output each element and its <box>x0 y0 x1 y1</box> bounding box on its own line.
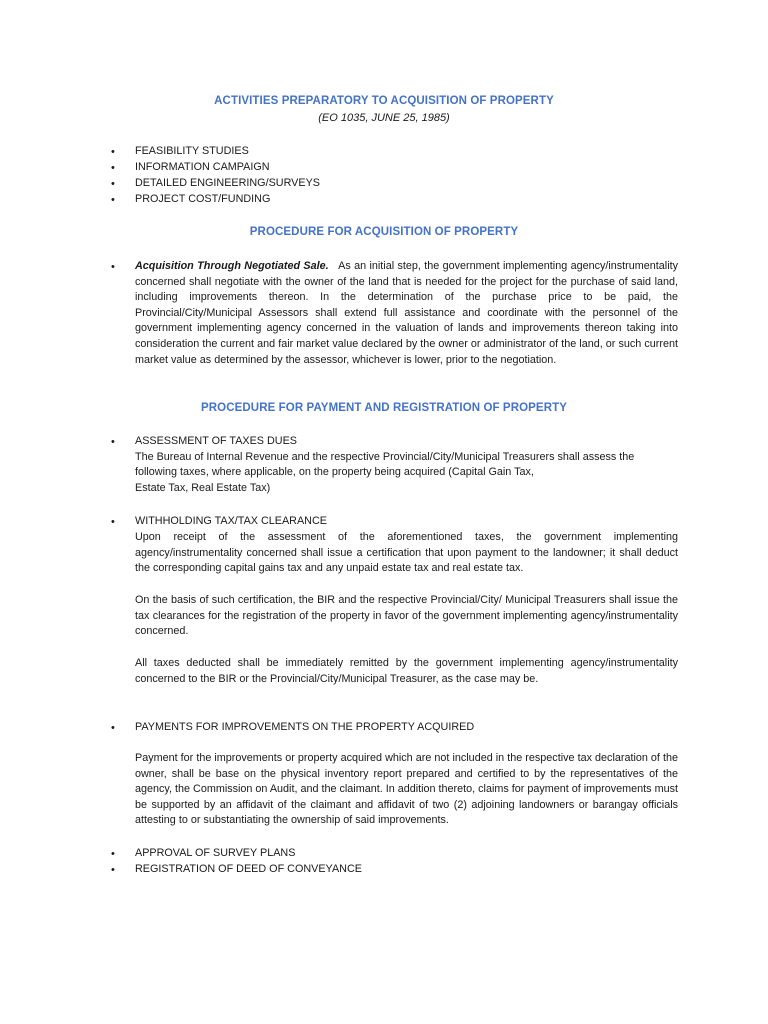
list-item: APPROVAL OF SURVEY PLANS <box>135 847 296 859</box>
bullet-icon: • <box>111 194 115 206</box>
assessment-label: ASSESSMENT OF TAXES DUES <box>135 435 297 447</box>
negotiated-sale-paragraph <box>135 259 678 368</box>
bullet-icon: • <box>111 162 115 174</box>
page-title: ACTIVITIES PREPARATORY TO ACQUISITION OF PROPERTY <box>214 95 554 107</box>
improvements-label: PAYMENTS FOR IMPROVEMENTS ON THE PROPERTY ACQUIRED <box>135 721 475 733</box>
bullet-icon: • <box>111 864 115 876</box>
assessment-body-line: Estate Tax, Real Estate Tax) <box>135 481 271 494</box>
bullet-icon: • <box>111 722 115 734</box>
assessment-block <box>135 434 678 496</box>
improvements-paragraph: Payment for the improvements or property acquired which are not included in the respective tax declaration of the owner, shall be base on the physical inventory report prepared and certified to by the representatives of the agency, the Commission on Audit, and the claimant. In addition thereto, claims for payment of improvements must be supported by an affidavit of the claimant and affidavit of two (2) adjoining landowners or barangay officials attesting to or substantiating the ownership of said improvements. <box>135 752 678 827</box>
withholding-paragraph-2: On the basis of such certification, the BIR and the respective Provincial/City/ Municipal Treasurers shall issue the tax clearances for the registration of the property in favor of the government implementing agency/instrumentality concerned. <box>135 594 678 638</box>
list-item: INFORMATION CAMPAIGN <box>135 161 270 173</box>
list-item: FEASIBILITY STUDIES <box>135 145 249 157</box>
bullet-icon: • <box>111 848 115 860</box>
withholding-paragraph-3: All taxes deducted shall be immediately remitted by the government implementing agency/instrumentality concerned to the BIR or the Provincial/City/Municipal Treasurer, as the case may be. <box>135 657 678 685</box>
withholding-paragraph-1: Upon receipt of the assessment of the aforementioned taxes, the government implementing agency/instrumentality concerned shall issue a certification that upon payment to the landowner; it shall deduct the corresponding capital gains tax and any unpaid estate tax and real estate tax. <box>135 531 678 575</box>
bullet-icon: • <box>111 436 115 448</box>
list-item: DETAILED ENGINEERING/SURVEYS <box>135 177 320 189</box>
list-item: PROJECT COST/FUNDING <box>135 193 271 205</box>
negotiated-sale-lead: Acquisition Through Negotiated Sale. <box>135 260 329 272</box>
assessment-body-line: The Bureau of Internal Revenue and the respective Provincial/City/Municipal Treasurers shall assess the <box>135 450 635 463</box>
bullet-icon: • <box>111 261 115 273</box>
bullet-icon: • <box>111 516 115 528</box>
section-heading-payment: PROCEDURE FOR PAYMENT AND REGISTRATION OF PROPERTY <box>201 402 567 414</box>
list-item: REGISTRATION OF DEED OF CONVEYANCE <box>135 863 362 875</box>
withholding-label: WITHHOLDING TAX/TAX CLEARANCE <box>135 515 327 527</box>
page-subtitle: (EO 1035, JUNE 25, 1985) <box>318 112 450 124</box>
bullet-icon: • <box>111 178 115 190</box>
section-heading-acquisition: PROCEDURE FOR ACQUISITION OF PROPERTY <box>249 226 519 238</box>
negotiated-sale-body: As an initial step, the government implementing agency/instrumentality concerned shall negotiate with the owner of the land that is needed for the project for the purchase of said land, including improvements thereon. In the determination of the purchase price to be paid, the Provincial/City/Municipal Assessors shall extend full assistance and coordinate with the personnel of the government implementing agency concerned in the valuation of lands and improvements thereon taking into consideration the current and fair market value declared by the owner or administrator of the land, or such current market value as determined by the assessor, whichever is lower, prior to the negotiation. <box>135 260 678 366</box>
assessment-body-line: following taxes, where applicable, on the property being acquired (Capital Gain Tax, <box>135 466 534 479</box>
bullet-icon: • <box>111 146 115 158</box>
